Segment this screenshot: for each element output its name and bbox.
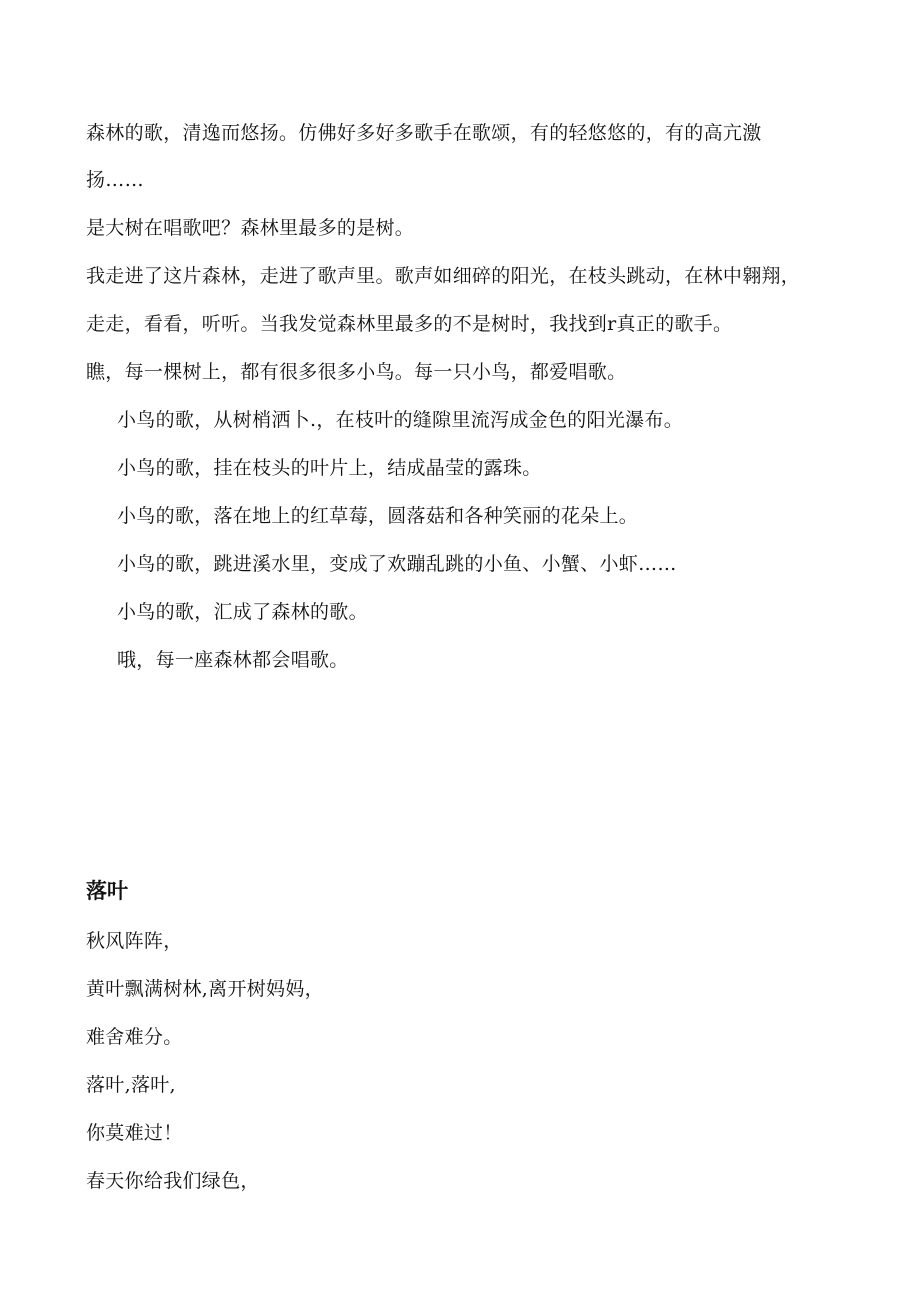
poem-line: 黄叶飘满树林,离开树妈妈， xyxy=(86,978,324,1000)
story-paragraph-line: 小鸟的歌，汇成了森林的歌。 xyxy=(117,601,368,623)
story-paragraph-line: 哦，每一座森林都会唱歌。 xyxy=(117,649,349,671)
poem-line: 你莫难过！ xyxy=(86,1122,183,1144)
poem-title: 落叶 xyxy=(86,879,128,903)
story-paragraph-line: 森林的歌，清逸而悠扬。仿佛好多好多歌手在歌颂，有的轻悠悠的，有的高亢激 xyxy=(86,122,762,144)
poem-line: 难舍难分。 xyxy=(86,1026,183,1048)
story-paragraph-line: 小鸟的歌，从树梢洒卜.，在枝叶的缝隙里流泻成金色的阳光瀑布。 xyxy=(117,409,684,431)
story-paragraph-line: 小鸟的歌，跳进溪水里，变成了欢蹦乱跳的小鱼、小蟹、小虾…… xyxy=(117,553,677,575)
story-paragraph-line: 小鸟的歌，挂在枝头的叶片上，结成晶莹的露珠。 xyxy=(117,457,542,479)
poem-line: 春天你给我们绿色， xyxy=(86,1170,260,1192)
story-paragraph-line: 扬…… xyxy=(86,169,144,191)
poem-line: 秋风阵阵， xyxy=(86,930,183,952)
story-paragraph-line: 走走，看看，听听。当我发觉森林里最多的不是树时，我找到r真正的歌手。 xyxy=(86,313,733,335)
poem-line: 落叶,落叶, xyxy=(86,1074,176,1096)
story-paragraph-line: 我走进了这片森林，走进了歌声里。歌声如细碎的阳光，在枝头跳动，在林中翱翔， xyxy=(86,265,801,287)
story-paragraph-line: 是大树在唱歌吧？森林里最多的是树。 xyxy=(86,217,415,239)
story-paragraph-line: 瞧，每一棵树上，都有很多很多小鸟。每一只小鸟，都爱唱歌。 xyxy=(86,361,627,383)
story-paragraph-line: 小鸟的歌，落在地上的红草莓，圆落菇和各种笑丽的花朵上。 xyxy=(117,505,639,527)
